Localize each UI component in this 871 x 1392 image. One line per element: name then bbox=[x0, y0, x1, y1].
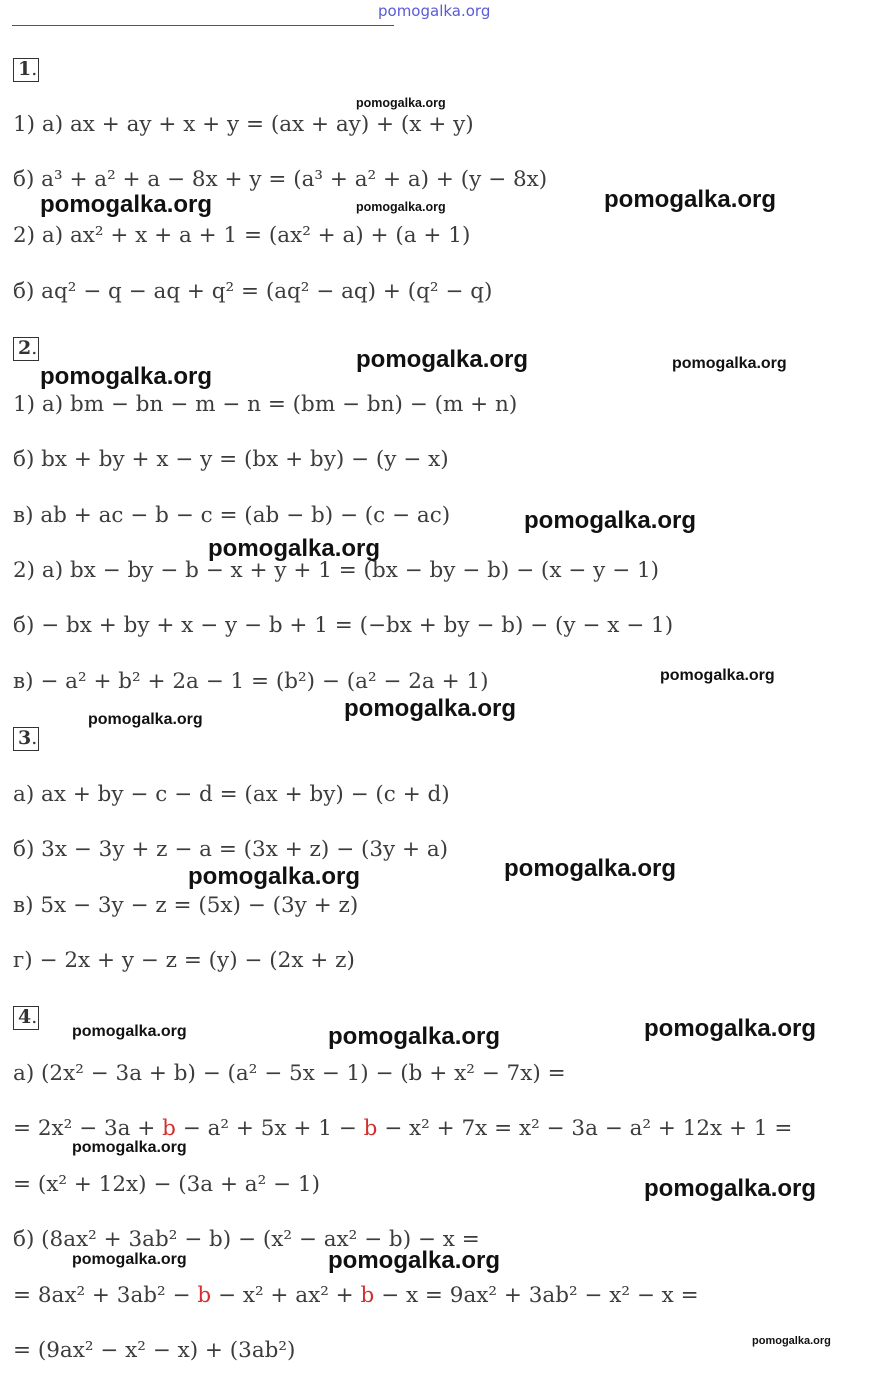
watermark: pomogalka.org bbox=[356, 96, 446, 110]
watermark: pomogalka.org bbox=[672, 355, 787, 372]
task-2-line-6: в) − a² + b² + 2a − 1 = (b²) − (a² − 2a + 1) bbox=[13, 669, 489, 694]
task-number-3: 3. bbox=[13, 727, 39, 751]
watermark: pomogalka.org bbox=[344, 695, 517, 722]
watermark: pomogalka.org bbox=[72, 1251, 187, 1268]
task-1-line-1: 1) а) ax + ay + x + y = (ax + ay) + (x + y) bbox=[13, 112, 474, 137]
watermark: pomogalka.org bbox=[208, 535, 381, 562]
site-header-link[interactable]: pomogalka.org bbox=[378, 2, 491, 20]
watermark: pomogalka.org bbox=[752, 1335, 831, 1347]
task-2-line-5: б) − bx + by + x − y − b + 1 = (−bx + by − b) − (y − x − 1) bbox=[13, 613, 674, 638]
header-rule bbox=[12, 25, 394, 26]
task-2-line-4: 2) а) bx − by − b − x + y + 1 = (bx − by − b) − (x − y − 1) bbox=[13, 558, 660, 583]
watermark: pomogalka.org bbox=[88, 711, 203, 728]
watermark: pomogalka.org bbox=[524, 507, 697, 534]
task-1-line-3: 2) а) ax² + x + a + 1 = (ax² + a) + (a + 1) bbox=[13, 223, 471, 248]
task-4-line-2: = 2x² − 3a + b − a² + 5x + 1 − b − x² + 7x = x² − 3a − a² + 12x + 1 = bbox=[13, 1116, 793, 1141]
task-4-line-3: = (x² + 12x) − (3a + a² − 1) bbox=[13, 1172, 320, 1197]
task-1-line-4: б) aq² − q − aq + q² = (aq² − aq) + (q² − q) bbox=[13, 279, 493, 304]
watermark: pomogalka.org bbox=[356, 200, 446, 214]
task-3-line-4: г) − 2x + y − z = (y) − (2x + z) bbox=[13, 948, 355, 973]
watermark: pomogalka.org bbox=[644, 1015, 817, 1042]
task-3-line-2: б) 3x − 3y + z − a = (3x + z) − (3y + a) bbox=[13, 837, 449, 862]
watermark: pomogalka.org bbox=[40, 363, 213, 390]
task-2-line-2: б) bx + by + x − y = (bx + by) − (y − x) bbox=[13, 447, 449, 472]
task-1-line-2: б) a³ + a² + a − 8x + y = (a³ + a² + a) + (y − 8x) bbox=[13, 167, 548, 192]
task-4-line-4: б) (8ax² + 3ab² − b) − (x² − ax² − b) − x = bbox=[13, 1227, 480, 1252]
watermark: pomogalka.org bbox=[328, 1247, 501, 1274]
task-4-line-1: а) (2x² − 3a + b) − (a² − 5x − 1) − (b + x² − 7x) = bbox=[13, 1061, 566, 1086]
task-number-2: 2. bbox=[13, 337, 39, 361]
watermark: pomogalka.org bbox=[504, 855, 677, 882]
watermark: pomogalka.org bbox=[188, 863, 361, 890]
task-2-line-3: в) ab + ac − b − c = (ab − b) − (c − ac) bbox=[13, 503, 451, 528]
watermark: pomogalka.org bbox=[72, 1139, 187, 1156]
task-3-line-1: а) ax + by − c − d = (ax + by) − (c + d) bbox=[13, 782, 450, 807]
watermark: pomogalka.org bbox=[604, 186, 777, 213]
task-3-line-3: в) 5x − 3y − z = (5x) − (3y + z) bbox=[13, 893, 359, 918]
task-number-4: 4. bbox=[13, 1006, 39, 1030]
task-number-1: 1. bbox=[13, 58, 39, 82]
watermark: pomogalka.org bbox=[356, 346, 529, 373]
watermark: pomogalka.org bbox=[328, 1023, 501, 1050]
watermark: pomogalka.org bbox=[660, 667, 775, 684]
task-4-line-5: = 8ax² + 3ab² − b − x² + ax² + b − x = 9ax² + 3ab² − x² − x = bbox=[13, 1283, 699, 1308]
task-2-line-1: 1) а) bm − bn − m − n = (bm − bn) − (m + n) bbox=[13, 392, 518, 417]
watermark: pomogalka.org bbox=[644, 1175, 817, 1202]
watermark: pomogalka.org bbox=[40, 191, 213, 218]
watermark: pomogalka.org bbox=[72, 1023, 187, 1040]
task-4-line-6: = (9ax² − x² − x) + (3ab²) bbox=[13, 1338, 296, 1363]
